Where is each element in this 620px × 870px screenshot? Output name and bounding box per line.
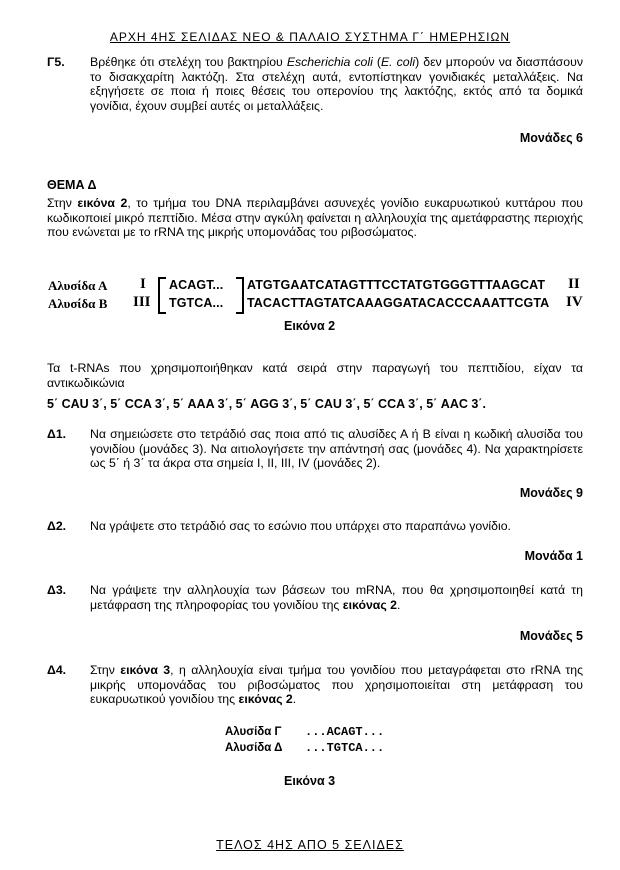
- species-short: E. coli: [380, 55, 416, 69]
- strand-a-bracket-seq: ACAGT...: [169, 278, 224, 292]
- promoter-bracket-right: [236, 277, 244, 314]
- figure2-ref: εικόνα 2: [77, 196, 128, 210]
- strand-a-right-end: II: [568, 276, 580, 292]
- page-header: ΑΡΧΗ 4ΗΣ ΣΕΛΙΔΑΣ ΝΕΟ & ΠΑΛΑΙΟ ΣΥΣΤΗΜΑ Γ΄ ΗΜΕΡΗΣΙΩΝ: [109, 30, 511, 44]
- species-name: Escherichia coli: [286, 55, 373, 69]
- anticodon-list: 5΄ CAU 3΄, 5΄ CCA 3΄, 5΄ AAA 3΄, 5΄ AGG 3΄, 5΄ CAU 3΄, 5΄ CCA 3΄, 5΄ AAC 3΄.: [47, 397, 486, 411]
- strand-a-label: Αλυσίδα Α: [48, 278, 108, 293]
- question-g5-text: Βρέθηκε ότι στελέχη του βακτηρίου Escherichia coli (E. coli) δεν μπορούν να διασπάσουν το δισακχαρίτη λακτόζη. Στα στελέχη αυτά, εντοπίστηκαν γονιδιακές μεταλλάξεις. Να εξηγήσετε σε ποια ή ποιες θέσεις του οπερονίου της λακτόζης, εκτός από τα δομικά γονίδια, έχουν συμβεί αυτές οι μεταλλάξεις.: [90, 55, 583, 113]
- strand-d-sequence: ...TGTCA...: [305, 741, 385, 755]
- question-d3-label: Δ3.: [47, 583, 67, 597]
- figure2-caption: Εικόνα 2: [284, 319, 336, 333]
- question-d4-text: Στην εικόνα 3, η αλληλουχία είναι τμήμα του γονιδίου που μεταγράφεται στο rRNA της μικρής υπομονάδας του ριβοσώματος που χρησιμοποιείται στη μετάφραση του ευκαρυωτικού γονιδίου της εικόνας 2.: [90, 663, 584, 707]
- section-intro: Στην εικόνα 2, το τμήμα του DNA περιλαμβάνει ασυνεχές γονίδιο ευκαρυωτικού κυττάρου που κωδικοποιεί μικρό πεπτίδιο. Μέσα στην αγκύλη φαίνεται η αλληλουχία της αμετάφραστης περιοχής που ενώνεται με το rRNA της μικρής υπομονάδας του ριβοσώματος.: [47, 196, 584, 240]
- question-d3-text: Να γράψετε την αλληλουχία των βάσεων του mRNA, που θα χρησιμοποιηθεί κατά τη μετάφραση της πληροφορίας του γονιδίου της εικόνας 2.: [90, 583, 583, 612]
- question-g5-marks: Μονάδες 6: [519, 131, 583, 145]
- strand-b-left-end: III: [133, 294, 151, 310]
- strand-c-sequence: ...ACAGT...: [305, 725, 385, 739]
- figure2-ref: εικόνας 2: [342, 597, 398, 612]
- question-d2-marks: Μονάδα 1: [524, 549, 583, 563]
- strand-a-sequence: ATGTGAATCATAGTTTCCTATGTGGGTTTAAGCAT: [247, 278, 546, 292]
- strand-c-label: Αλυσίδα Γ: [225, 726, 282, 738]
- page-footer: ΤΕΛΟΣ 4ΗΣ ΑΠΟ 5 ΣΕΛΙΔΕΣ: [216, 838, 404, 852]
- strand-b-label: Αλυσίδα Β: [48, 296, 108, 311]
- question-d1-text: Να σημειώσετε στο τετράδιό σας ποια από τις αλυσίδες Α ή Β είναι η κωδική αλυσίδα του γονιδίου (μονάδες 3). Να αιτιολογήσετε την απάντησή σας (μονάδες 4). Να χαρακτηρίσετε ως 5΄ ή 3΄ τα άκρα στα σημεία I, II, III, IV (μονάδες 2).: [90, 427, 583, 471]
- question-d4-label: Δ4.: [47, 663, 67, 677]
- figure3-ref: εικόνα 3: [120, 663, 171, 677]
- strand-b-bracket-seq: TGTCA...: [169, 296, 224, 310]
- question-d2-text: Να γράψετε στο τετράδιό σας το εσώνιο που υπάρχει στο παραπάνω γονίδιο.: [90, 519, 511, 533]
- question-g5-label: Γ5.: [47, 55, 65, 69]
- promoter-bracket-left: [158, 277, 166, 314]
- question-d2-label: Δ2.: [47, 519, 67, 533]
- question-d1-marks: Μονάδες 9: [519, 486, 583, 500]
- strand-b-sequence: TACACTTAGTATCAAAGGATACACCCAAATTCGTA: [247, 296, 550, 310]
- figure2-ref: εικόνας 2: [238, 692, 293, 707]
- strand-a-left-end: I: [140, 276, 146, 292]
- trna-text: Τα t-RNAs που χρησιμοποιήθηκαν κατά σειρά στην παραγωγή του πεπτιδίου, είχαν τα αντικωδικώνια: [47, 361, 583, 390]
- strand-d-label: Αλυσίδα Δ: [225, 742, 283, 754]
- section-title: ΘΕΜΑ Δ: [47, 178, 97, 192]
- figure3-caption: Εικόνα 3: [284, 774, 336, 788]
- question-d1-label: Δ1.: [47, 427, 67, 441]
- question-d3-marks: Μονάδες 5: [519, 629, 583, 643]
- strand-b-right-end: IV: [566, 294, 583, 310]
